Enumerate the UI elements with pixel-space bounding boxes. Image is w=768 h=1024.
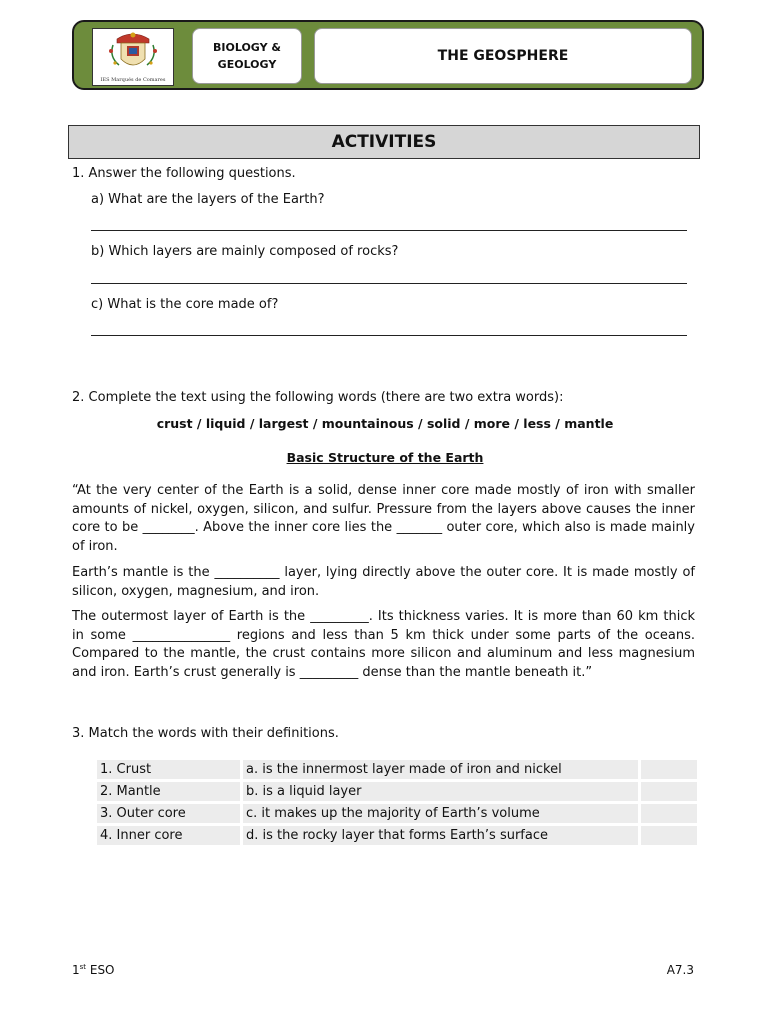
logo-caption: IES Marqués de Comares	[100, 77, 166, 83]
definition-cell: c. it makes up the majority of Earth’s volume	[243, 804, 638, 823]
definition-cell: a. is the innermost layer made of iron and nickel	[243, 760, 638, 779]
definition-cell: d. is the rocky layer that forms Earth’s surface	[243, 826, 638, 845]
term-cell: 1. Crust	[97, 760, 240, 779]
paragraph-mantle: Earth’s mantle is the __________ layer, lying directly above the outer core. It is made mostly of silicon, oxygen, magnesium, and iron.	[72, 565, 695, 599]
header-banner	[72, 20, 704, 90]
q2-prompt: 2. Complete the text using the following words (there are two extra words):	[72, 390, 564, 405]
answer-cell[interactable]	[641, 760, 697, 779]
q3-prompt: 3. Match the words with their definitions.	[72, 726, 339, 741]
coat-of-arms-icon	[93, 29, 173, 77]
table-row	[97, 826, 697, 845]
table-row	[97, 760, 697, 779]
activity-code: A7.3	[666, 963, 694, 977]
matching-table	[94, 757, 700, 848]
section-title: ACTIVITIES	[68, 125, 700, 159]
q1a-answer-line[interactable]	[91, 230, 687, 231]
term-cell: 3. Outer core	[97, 804, 240, 823]
q1b-answer-line[interactable]	[91, 283, 687, 284]
paragraph-core: “At the very center of the Earth is a solid, dense inner core made mostly of iron with smaller amounts of nickel, oxygen, silicon, and sulfur. Pressure from the layers above causes the inner core to be ________. Above the inner core lies the _______ outer core, which also is made mainly of iron.	[72, 483, 695, 554]
level-text: ESO	[86, 963, 115, 977]
level-ordinal: st	[79, 963, 87, 971]
q1c-answer-line[interactable]	[91, 335, 687, 336]
q1a-question: a) What are the layers of the Earth?	[91, 192, 325, 207]
q1-prompt: 1. Answer the following questions.	[72, 166, 296, 181]
paragraph-crust: The outermost layer of Earth is the _________. Its thickness varies. It is more than 60 km thick in some _______________ regions and less than 5 km thick under some parts of the oceans. Compared to the mantle, the crust contains more silicon and aluminum and less magnesium and iron. Earth’s crust generally is _________ dense than the mantle beneath it.”	[72, 609, 695, 680]
text-subtitle: Basic Structure of the Earth	[286, 450, 484, 465]
q1c-question: c) What is the core made of?	[91, 297, 279, 312]
course-level	[72, 963, 115, 977]
definition-cell: b. is a liquid layer	[243, 782, 638, 801]
answer-cell[interactable]	[641, 804, 697, 823]
word-bank: crust / liquid / largest / mountainous / solid / more / less / mantle	[156, 416, 614, 431]
table-row	[97, 782, 697, 801]
q1b-question: b) Which layers are mainly composed of rocks?	[91, 244, 399, 259]
level-number: 1	[72, 963, 80, 977]
term-cell: 4. Inner core	[97, 826, 240, 845]
table-row	[97, 804, 697, 823]
unit-title: THE GEOSPHERE	[314, 28, 692, 84]
subject-label: BIOLOGY & GEOLOGY	[192, 28, 302, 84]
term-cell: 2. Mantle	[97, 782, 240, 801]
school-logo	[92, 28, 174, 86]
answer-cell[interactable]	[641, 782, 697, 801]
answer-cell[interactable]	[641, 826, 697, 845]
